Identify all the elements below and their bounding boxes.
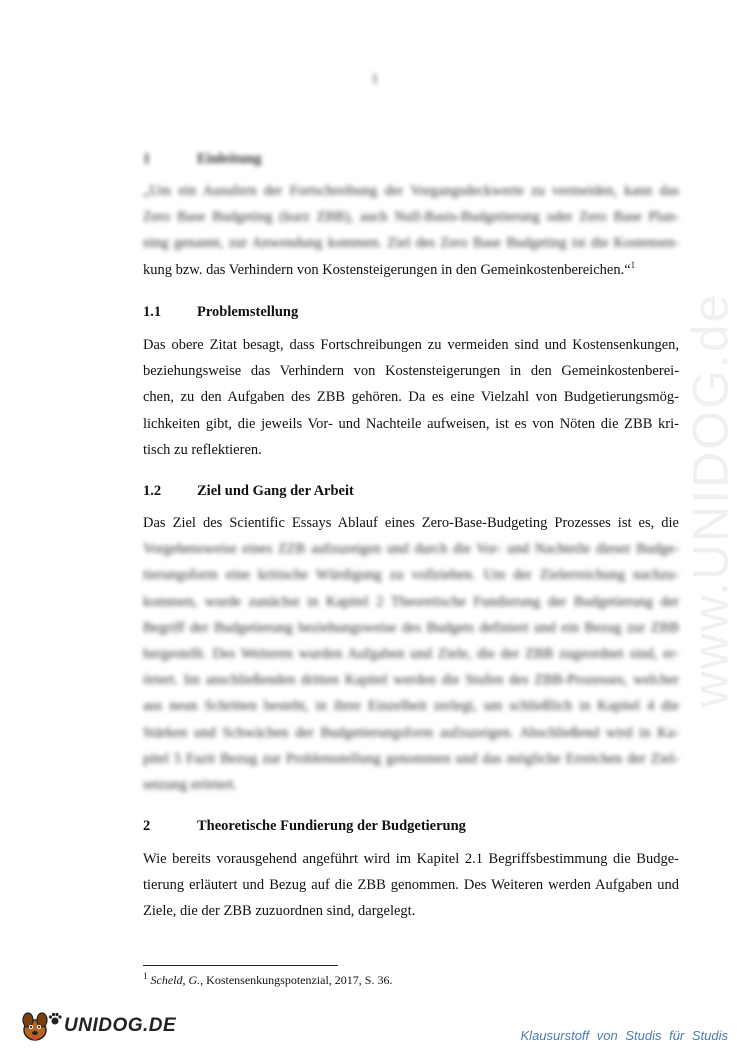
heading-number: 1.1 — [143, 304, 162, 320]
footnote-number: 1 — [143, 971, 148, 981]
text-line: Ziele, die der ZBB zuzuordnen sind, dargelegt. — [143, 903, 416, 920]
text-line: tisch zu reflektieren. — [143, 441, 262, 458]
heading-title: Ziel und Gang der Arbeit — [197, 483, 354, 499]
text-line: chen, zu den Aufgaben des ZBB gehören. Da es eine Vielzahl von Budgetierungsmög- — [143, 389, 679, 406]
text-line: kommen, wurde zunächst in Kapitel 2 Theoretische Fundierung der Budgetierung der — [143, 593, 679, 610]
heading-problemstellung — [143, 302, 298, 322]
text-line: beziehungsweise das Verhindern von Kostensteigerungen in den Gemeinkostenberei- — [143, 363, 679, 380]
text-line: Das obere Zitat besagt, dass Fortschreibungen zu vermeiden sind und Kostensenkungen, — [143, 337, 679, 353]
heading-title: Theoretische Fundierung der Budgetierung — [197, 818, 466, 834]
footnote — [143, 972, 392, 988]
heading-number: 2 — [143, 818, 151, 834]
text-line: örtert. Im anschließenden dritten Kapitel werden die Stufen des ZBB-Prozesses, welcher — [143, 672, 679, 689]
text-line: Wie bereits vorausgehend angeführt wird im Kapitel 2.1 Begriffsbestimmung die Budge- — [143, 851, 679, 867]
text-line: tierungsform eine kritische Würdigung zu vollziehen. Um der Zielerreichung nachzu- — [143, 567, 679, 584]
dog-icon — [20, 1010, 50, 1042]
footnote-author: Scheld, G. — [150, 973, 201, 987]
heading-number: 1 — [143, 151, 151, 167]
paw-icon — [48, 1012, 62, 1026]
text-line: hergestellt. Des Weiteren wurden Aufgaben und Ziele, die der ZBB zugeordnet sind, er- — [143, 646, 679, 663]
unidog-logo[interactable] — [20, 1010, 176, 1042]
text-line: lichkeiten gibt, die jeweils Vor- und Nachteile aufweisen, ist es von Nöten die ZBB kri- — [143, 415, 679, 432]
footnote-ref: 1 — [630, 259, 636, 270]
problem-paragraph — [143, 332, 679, 463]
logo-text: UNIDOG.DE — [64, 1015, 177, 1036]
heading-theoretische-fundierung — [143, 816, 466, 836]
heading-ziel-und-gang — [143, 481, 354, 501]
text-line: aus neun Schritten besteht, in ihrer Einzelheit zerlegt, um schließlich in Kapitel 4 die — [143, 698, 679, 715]
text-line: Vorgehensweise eines ZZB aufzuzeigen und durch die Vor- und Nachteile dieser Budge- — [143, 541, 679, 558]
heading-title: Einleitung — [197, 151, 262, 167]
chapter2-paragraph — [143, 846, 679, 925]
text-line: Stärken und Schwächen der Budgetierungsform aufzuzeigen. Abschließend wird in Ka- — [143, 724, 679, 741]
text-line: tierung erläutert und Bezug auf die ZBB genommen. Des Weiteren werden Aufgaben und — [143, 877, 679, 894]
footnote-rest: , Kostensenkungspotenzial, 2017, S. 36. — [200, 973, 393, 987]
quote-line: „Um ein Ausufern der Fortschreibung der Vorgangsdeckwerte zu vermeiden, kann das — [143, 183, 679, 199]
text-line: Das Ziel des Scientific Essays Ablauf eines Zero-Base-Budgeting Prozesses ist es, die — [143, 515, 679, 531]
quote-line: Zero Base Budgeting (kurz ZBB), auch Null-Basis-Budgetierung oder Zero Base Plan- — [143, 209, 679, 226]
text-line: setzung erörtert. — [143, 777, 238, 794]
heading-title: Problemstellung — [197, 304, 299, 320]
heading-number: 1.2 — [143, 483, 162, 499]
intro-quote — [143, 178, 679, 283]
text-line: Begriff der Budgetierung beziehungsweise des Budgets definiert und ein Bezug zur ZBB — [143, 619, 679, 636]
goal-paragraph — [143, 510, 679, 798]
quote-last-text: kung bzw. das Verhindern von Kostensteigerungen in den Gemeinkostenbereichen.“ — [143, 261, 631, 278]
quote-last-line — [143, 257, 679, 283]
watermark-text: www.UNIDOG.de — [682, 292, 738, 708]
heading-einleitung — [143, 149, 261, 169]
quote-line: ning genannt, zur Anwendung kommen. Ziel des Zero Base Budgeting ist die Kostensen- — [143, 235, 679, 252]
page-number: 1 — [371, 72, 379, 87]
text-line: pitel 5 Fazit Bezug zur Problemstellung genommen und das mögliche Erreichen der Ziel- — [143, 750, 679, 767]
watermark — [682, 270, 738, 730]
footnote-separator — [143, 965, 338, 966]
footer-tagline: Klausurstoff von Studis für Studis — [520, 1028, 728, 1043]
